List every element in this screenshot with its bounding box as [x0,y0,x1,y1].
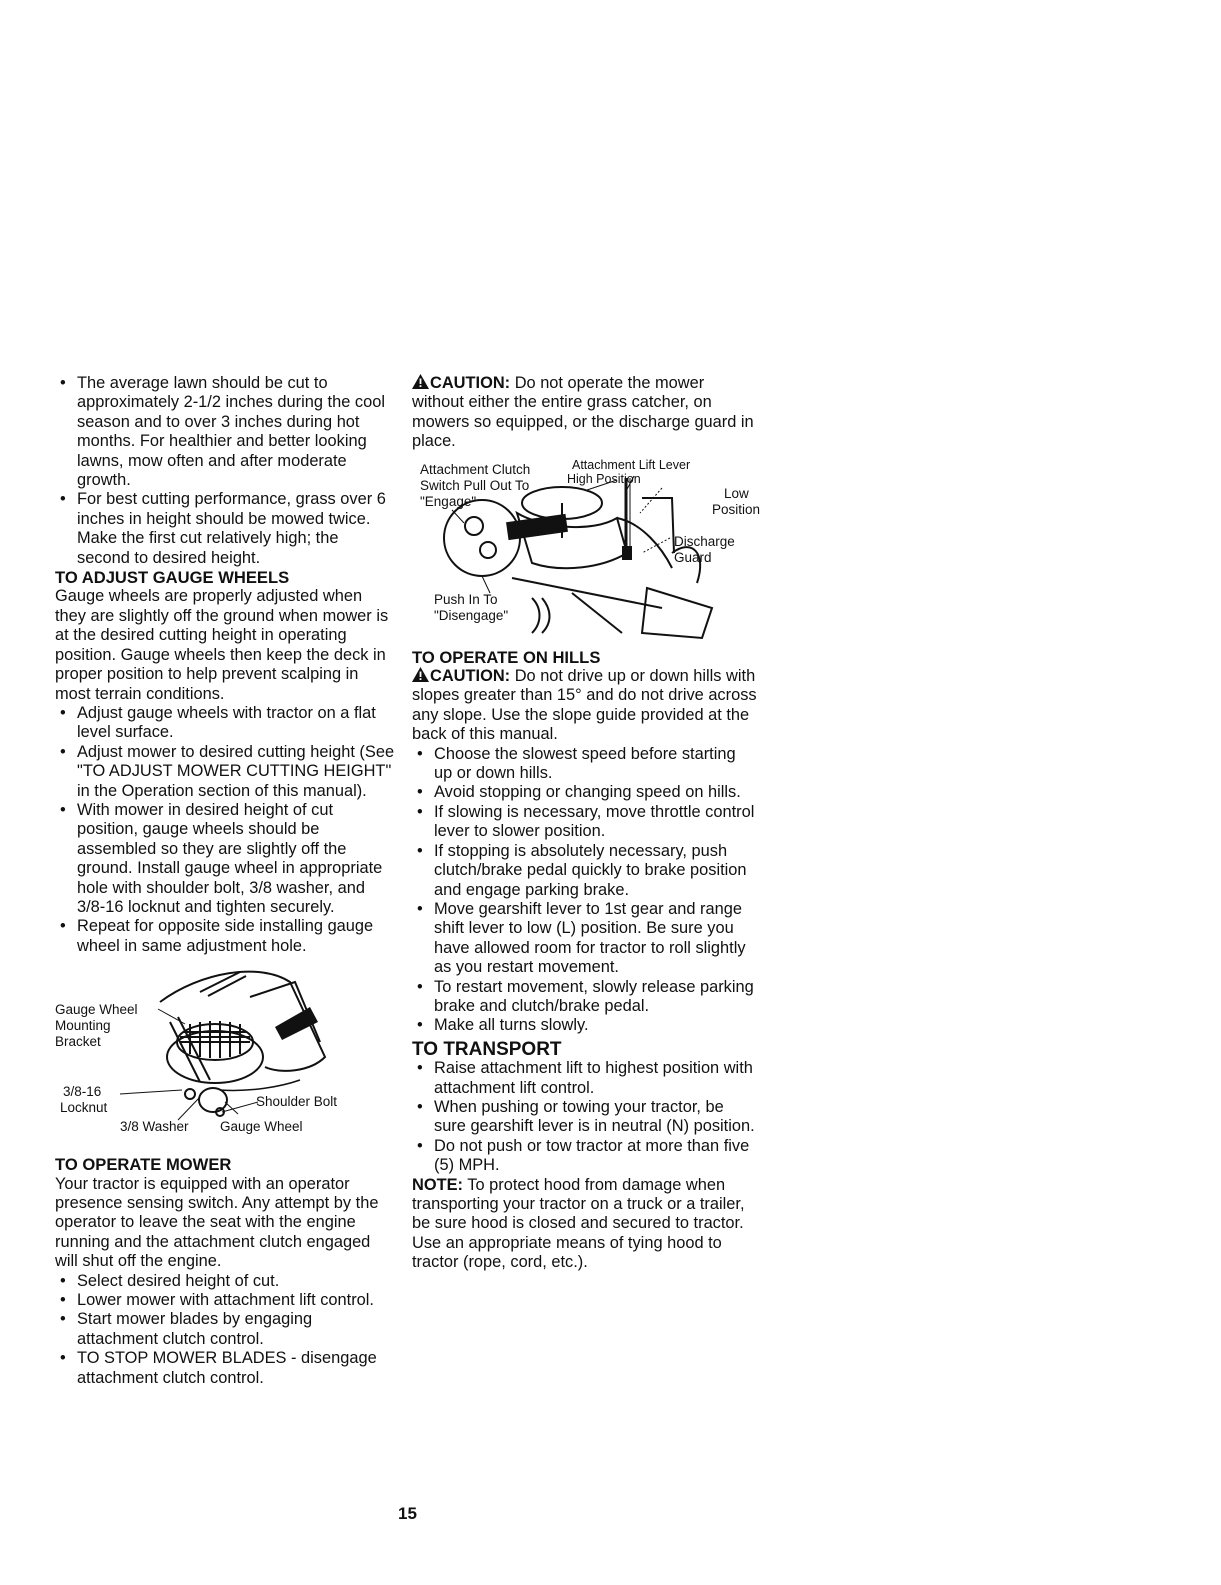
caution-text: Do not operate the mower without either the entire grass catcher, on mowers so equipped, or the discharge guard in place. [412,374,754,451]
figure-label: Attachment Clutch [420,461,531,477]
gauge-wheels-heading: TO ADJUST GAUGE WHEELS [55,568,290,588]
figure-label: Switch Pull Out To [420,477,530,493]
transport-heading: TO TRANSPORT [412,1038,562,1060]
warning-triangle-icon [412,374,429,389]
list-item: • The average lawn should be cut to approximately 2-1/2 inches during the cool season and to over 3 inches during hot months. For healthier and better looking lawns, mow often and after moderate growth. [55,374,395,490]
hills-heading: TO OPERATE ON HILLS [412,647,601,667]
gauge-wheels-steps [55,704,395,956]
caution-discharge [412,374,757,452]
figure-label: Bracket [55,1034,101,1050]
list-item: • If slowing is necessary, move throttle control lever to slower position. [412,803,757,842]
list-item: • Select desired height of cut. [55,1272,395,1291]
attachment-controls-illustration [412,457,761,640]
list-item: • When pushing or towing your tractor, be sure gearshift lever is in neutral (N) position. [412,1098,757,1137]
note-text: To protect hood from damage when transporting your tractor on a truck or a trailer, be sure hood is closed and secured to tractor. Use an appropriate means of tying hood to tractor (rope, cord, etc.). [412,1175,745,1272]
caution-label: CAUTION: [430,374,511,392]
note-label: NOTE: [412,1175,463,1194]
right-column [412,374,761,1273]
warning-triangle-icon [412,667,429,682]
hills-steps [412,745,757,1036]
left-column [55,374,395,1388]
figure-label: Locknut [60,1100,108,1116]
list-item: • For best cutting performance, grass over 6 inches in height should be mowed twice. Make the first cut relatively high; the second to desired height. [55,490,395,568]
list-item: • Raise attachment lift to highest position with attachment lift control. [412,1059,757,1098]
caution-text: Do not drive up or down hills with slopes greater than 15° and do not drive across any slope. Use the slope guide provided at the back of this manual. [412,667,757,744]
gauge-wheels-intro: Gauge wheels are properly adjusted when they are slightly off the ground when mower is at the desired cutting height in operating position. Gauge wheels then keep the deck in proper position to help prevent scalping in most terrain conditions. [55,587,389,703]
figure-label: Guard [674,549,712,565]
list-item: • TO STOP MOWER BLADES - disengage attachment clutch control. [55,1349,395,1388]
transport-steps [412,1059,757,1175]
figure-label: Shoulder Bolt [256,1094,338,1110]
list-item: • Move gearshift lever to 1st gear and range shift lever to low (L) position. Be sure you have allowed room for tractor to roll slightly as you restart movement. [412,900,757,978]
list-item: • If stopping is absolutely necessary, push clutch/brake pedal quickly to brake position and engage parking brake. [412,842,757,900]
figure-label: Attachment Lift Lever [572,457,691,472]
figure-label: Low [724,485,749,501]
list-item: • To restart movement, slowly release parking brake and clutch/brake pedal. [412,978,757,1017]
caution-label: CAUTION: [430,667,511,686]
list-item: • Make all turns slowly. [412,1016,757,1035]
operate-mower-heading: TO OPERATE MOWER [55,1155,232,1175]
figure-label: Discharge [674,533,735,549]
list-item: • Repeat for opposite side installing gauge wheel in same adjustment hole. [55,917,395,956]
list-item: • Choose the slowest speed before starting up or down hills. [412,745,757,784]
list-item: • With mower in desired height of cut position, gauge wheels should be assembled so they are slightly off the ground. Install gauge wheel in appropriate hole with shoulder bolt, 3/8 washer, and 3/8-16 locknut and tighten securely. [55,801,395,917]
caution-hills [412,667,757,745]
list-item: • Avoid stopping or changing speed on hills. [412,783,757,802]
figure-label: High Position [567,471,641,486]
figure-label: Mounting [55,1018,111,1034]
list-item: • Adjust gauge wheels with tractor on a flat level surface. [55,704,395,743]
figure-label: 3/8-16 [63,1084,102,1100]
figure-label: Push In To [434,591,498,607]
gauge-wheel-illustration [50,962,395,1137]
transport-note [412,1176,757,1273]
figure-label: Position [712,501,761,517]
page-number: 15 [398,1504,417,1523]
operate-mower-intro: Your tractor is equipped with an operator presence sensing switch. Any attempt by the operator to leave the seat with the engine running and the attachment clutch engaged will shut off the engine. [55,1174,379,1271]
mowing-tips-list [55,374,395,568]
figure-label: Gauge Wheel [220,1119,303,1135]
list-item: • Start mower blades by engaging attachment clutch control. [55,1310,395,1349]
figure-label: "Disengage" [434,607,509,623]
list-item: • Do not push or tow tractor at more than five (5) MPH. [412,1137,757,1176]
figure-label: 3/8 Washer [120,1119,189,1135]
figure-label: "Engage" [420,493,477,509]
list-item: • Adjust mower to desired cutting height (See "TO ADJUST MOWER CUTTING HEIGHT" in the Operation section of this manual). [55,743,395,801]
operate-mower-steps [55,1272,395,1388]
list-item: • Lower mower with attachment lift control. [55,1291,395,1310]
figure-label: Gauge Wheel [55,1002,138,1018]
